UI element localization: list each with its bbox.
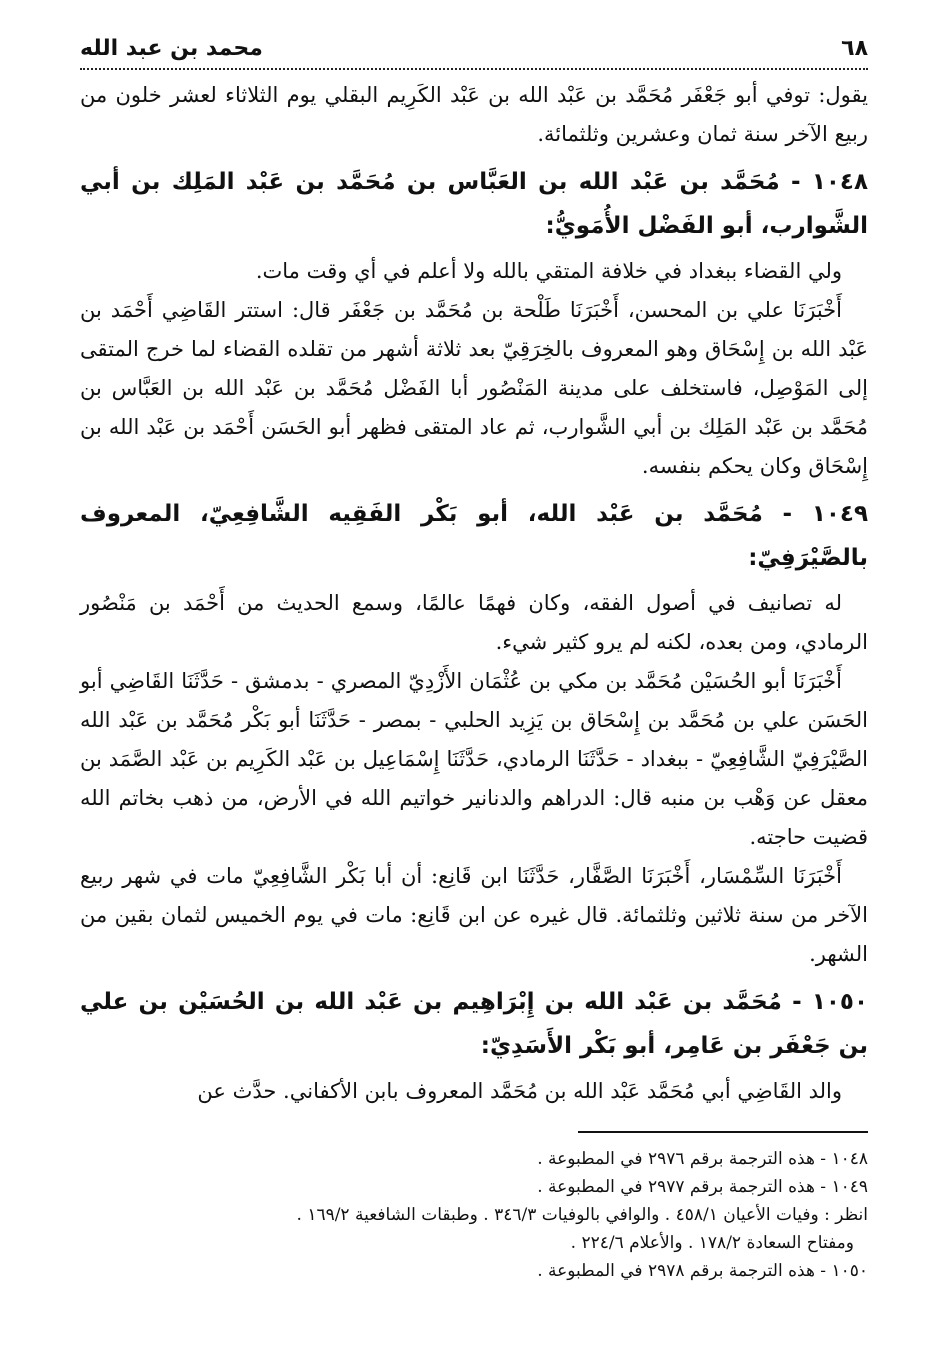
page-header (80, 28, 868, 70)
entry-1050 (80, 980, 868, 1111)
entry-paragraph: أَخْبَرَنَا أبو الحُسَيْن مُحَمَّد بن مكي بن عُثْمَان الأَزْدِيّ المصري - بدمشق - حَدَّثَنَا القَاضِي أبو الحَسَن علي بن مُحَمَّد بن إِسْحَاق بن يَزِيد الحلبي - بمصر - حَدَّثَنَا أبو بَكْر مُحَمَّد بن عَبْد الله الصَّيْرَفِيّ الشَّافِعِيّ - ببغداد - حَدَّثَنَا الرمادي، حَدَّثَنَا إِسْمَاعِيل بن عَبْد الكَرِيم بن عَبْد الصَّمَد بن معقل عن وَهْب بن منبه قال: الدراهم والدنانير خواتيم الله في الأرض، من ذهب بخاتم الله قضيت حاجته. (80, 669, 868, 849)
entry-title: ١٠٥٠ - مُحَمَّد بن عَبْد الله بن إِبْرَاهِيم بن عَبْد الله بن الحُسَيْن بن علي بن جَعْفَر بن عَامِر، أبو بَكْر الأَسَدِيّ: (80, 989, 868, 1059)
entry-paragraph: أَخْبَرَنَا علي بن المحسن، أَخْبَرَنَا طَلْحة بن مُحَمَّد بن جَعْفَر قال: استتر القَاضِي أَحْمَد بن عَبْد الله بن إِسْحَاق وهو المعروف بالخِرَقِيّ بعد ثلاثة أشهر من تقلده القضاء لما خرج المتقى إلى المَوْصِل، فاستخلف على مدينة المَنْصُور أبا الفَضْل مُحَمَّد بن عَبْد الله بن العَبَّاس بن مُحَمَّد بن عَبْد المَلِك بن أبي الشَّوارب، ثم عاد المتقى فظهر أبو الحَسَن أَحْمَد بن عَبْد الله بن إِسْحَاق وكان يحكم بنفسه. (80, 298, 868, 478)
footnote: ١٠٥٠ - هذه الترجمة برقم ٢٩٧٨ في المطبوعة . (537, 1261, 868, 1281)
entry-1048 (80, 160, 868, 486)
entry-title: ١٠٤٨ - مُحَمَّد بن عَبْد الله بن العَبَّاس بن مُحَمَّد بن عَبْد المَلِك بن أبي الشَّوارب، أبو الفَضْل الأُمَويُّ: (80, 169, 868, 239)
entry-1049 (80, 492, 868, 974)
page-number: ٦٨ (841, 35, 868, 61)
footnote: انظر : وفيات الأعيان ٤٥٨/١ . والوافي بالوفيات ٣٤٦/٣ . وطبقات الشافعية ١٦٩/٢ . (296, 1205, 868, 1225)
footnote: ١٠٤٩ - هذه الترجمة برقم ٢٩٧٧ في المطبوعة . (537, 1177, 868, 1197)
entry-title: ١٠٤٩ - مُحَمَّد بن عَبْد الله، أبو بَكْر الفَقِيه الشَّافِعِيّ، المعروف بالصَّيْرَفِيّ: (80, 501, 868, 571)
footnote: ١٠٤٨ - هذه الترجمة برقم ٢٩٧٦ في المطبوعة . (537, 1149, 868, 1169)
running-title: محمد بن عبد الله (80, 35, 263, 61)
entry-paragraph: والد القَاضِي أبي مُحَمَّد عَبْد الله بن مُحَمَّد المعروف بابن الأكفاني. حدَّث عن (197, 1079, 842, 1103)
footnotes (80, 1145, 868, 1285)
entry-paragraph: أَخْبَرَنَا السِّمْسَار، أَخْبَرَنَا الصَّفَّار، حَدَّثَنَا ابن قَانِع: أن أبا بَكْر الشَّافِعِيّ مات في شهر ربيع الآخر من سنة ثلاثين وثلثمائة. قال غيره عن ابن قَانِع: مات في يوم الخميس لثمان بقين من الشهر. (80, 864, 868, 966)
footnote-divider (578, 1131, 868, 1133)
entry-paragraph: له تصانيف في أصول الفقه، وكان فهمًا عالمًا، وسمع الحديث من أَحْمَد بن مَنْصُور الرمادي، ومن بعده، لكنه لم يرو كثير شيء. (80, 591, 868, 654)
intro-paragraph: يقول: توفي أبو جَعْفَر مُحَمَّد بن عَبْد الله بن عَبْد الكَرِيم البقلي يوم الثلاثاء لعشر خلون من ربيع الآخر سنة ثمان وعشرين وثلثمائة. (80, 83, 868, 146)
footnote: ومفتاح السعادة ١٧٨/٢ . والأعلام ٢٢٤/٦ . (570, 1233, 854, 1253)
entry-paragraph: ولي القضاء ببغداد في خلافة المتقي بالله ولا أعلم في أي وقت مات. (255, 259, 842, 283)
